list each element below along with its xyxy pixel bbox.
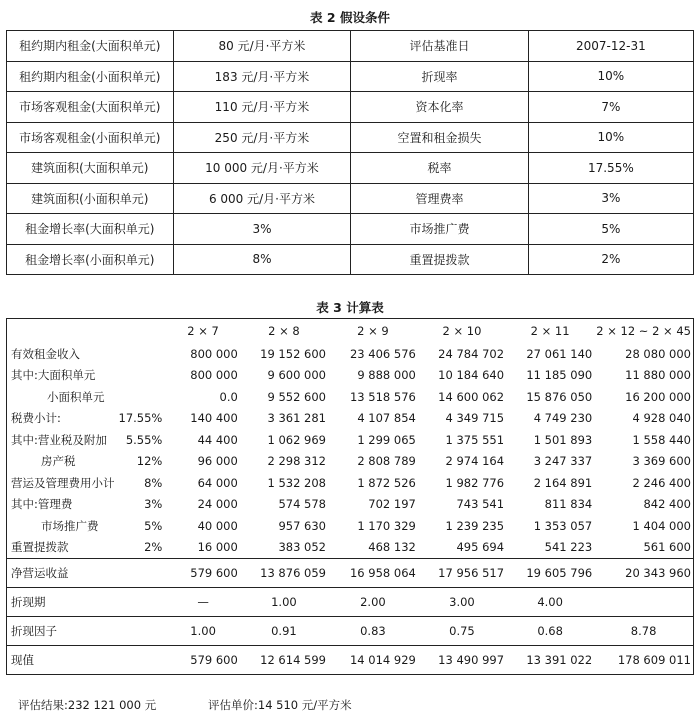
assumption-value: 17.55%: [528, 153, 693, 184]
calc-row-rate: 8%: [144, 475, 163, 490]
assumption-label: 资本化率: [351, 92, 528, 123]
calc-column-header: 2 × 11: [530, 324, 570, 338]
calc-cell: 0.75: [418, 617, 506, 646]
calc-cell: 3 247 337: [533, 454, 593, 469]
calc-row-label: 有效租金收入: [11, 346, 80, 361]
calc-row-label: 税费小计:: [11, 411, 61, 426]
assumption-row: [7, 31, 694, 62]
calc-cell: 20 343 960: [594, 559, 693, 588]
calc-row-rate: [117, 617, 167, 646]
calc-cell: 140 400: [190, 411, 238, 426]
calc-cell: 24 784 702: [438, 346, 505, 361]
calc-row-label: 营运及管理费用小计: [11, 475, 115, 490]
calc-cell: 96 000: [197, 454, 238, 469]
calc-cell: 64 000: [197, 475, 238, 490]
calc-cell: 1.00: [166, 617, 239, 646]
calc-cell: 16 958 064: [328, 559, 418, 588]
calc-cell: 12 614 599: [240, 646, 328, 675]
calc-row-rate: [117, 646, 167, 675]
calc-cell: 0.91: [240, 617, 328, 646]
assumption-label: 评估基准日: [351, 31, 528, 62]
calc-row: [7, 451, 694, 473]
calc-cell: 40 000: [197, 518, 238, 533]
calc-cell: 1 501 893: [533, 432, 593, 447]
calc-cell: 800 000: [190, 346, 238, 361]
calc-cell: 11 185 090: [526, 368, 593, 383]
calc-cell: 44 400: [197, 432, 238, 447]
assumption-label: 市场客观租金(大面积单元): [7, 92, 174, 123]
calculation-table-body: [7, 319, 694, 675]
calc-cell: 23 406 576: [349, 346, 416, 361]
calc-row: [7, 617, 694, 646]
calc-cell: 13 518 576: [349, 389, 416, 404]
calc-cell: 4 107 854: [357, 411, 416, 426]
calc-cell: 4 749 230: [533, 411, 593, 426]
calc-row: [7, 588, 694, 617]
assumption-value: 80 元/月·平方米: [173, 31, 351, 62]
calc-cell: 3 369 600: [632, 454, 691, 469]
calc-cell: 842 400: [643, 497, 691, 512]
calc-row: [7, 559, 694, 588]
assumption-label: 税率: [351, 153, 528, 184]
assumption-value: 110 元/月·平方米: [173, 92, 351, 123]
calc-cell: 1 558 440: [632, 432, 691, 447]
valuation-result: 评估结果:232 121 000 元: [18, 698, 157, 712]
calc-cell: 561 600: [643, 540, 691, 555]
calc-cell: 541 223: [544, 540, 593, 555]
calc-row-label: 其中:大面积单元: [11, 368, 96, 383]
calc-cell: 1.00: [240, 588, 328, 617]
calc-column-header: 2 × 9: [357, 324, 389, 338]
calc-header-blank: [7, 319, 117, 344]
calc-cell: 13 876 059: [240, 559, 328, 588]
calc-cell: 1 404 000: [632, 518, 691, 533]
calc-cell: 1 170 329: [357, 518, 416, 533]
assumption-label: 租约期内租金(小面积单元): [7, 61, 174, 92]
calc-cell: 27 061 140: [526, 346, 593, 361]
assumption-value: 2%: [528, 244, 693, 275]
calc-row-rate: 12%: [136, 454, 163, 469]
calc-row-label: 房产税: [41, 454, 76, 469]
calc-row-label: 其中:营业税及附加: [11, 432, 107, 447]
assumption-label: 折现率: [351, 61, 528, 92]
calc-cell: 1 062 969: [267, 432, 326, 447]
calc-row: [7, 515, 694, 537]
calc-cell: 1 299 065: [357, 432, 416, 447]
calc-cell: 2 974 164: [445, 454, 505, 469]
assumption-row: [7, 122, 694, 153]
calc-cell: 4 349 715: [445, 411, 505, 426]
calc-cell: 2 298 312: [267, 454, 326, 469]
calc-row-label: 净营运收益: [7, 559, 117, 588]
assumption-value: 250 元/月·平方米: [173, 122, 351, 153]
calc-column-header: 2 × 8: [268, 324, 300, 338]
assumption-label: 市场推广费: [351, 214, 528, 245]
calc-row: [7, 408, 694, 430]
calc-row-rate: 5%: [144, 518, 163, 533]
calc-cell: 3.00: [418, 588, 506, 617]
calc-cell: 579 600: [166, 646, 239, 675]
calc-cell: 3 361 281: [267, 411, 326, 426]
calc-cell: 14 600 062: [438, 389, 505, 404]
calc-cell: 9 552 600: [267, 389, 326, 404]
calc-cell: 702 197: [368, 497, 416, 512]
calc-cell: 579 600: [166, 559, 239, 588]
calc-cell: 2 808 789: [357, 454, 416, 469]
calc-cell: 178 609 011: [594, 646, 693, 675]
calc-cell: 17 956 517: [418, 559, 506, 588]
assumption-row: [7, 183, 694, 214]
calc-cell: 16 000: [197, 540, 238, 555]
calc-row-label: 市场推广费: [41, 518, 99, 533]
calc-cell: —: [166, 588, 239, 617]
calc-cell: 10 184 640: [438, 368, 505, 383]
calc-column-header: 2 × 12 ~ 2 × 45: [596, 324, 691, 338]
calc-cell: 16 200 000: [625, 389, 691, 404]
calc-cell: 1 353 057: [533, 518, 593, 533]
calc-column-header: 2 × 7: [187, 324, 219, 338]
calc-cell: 9 888 000: [357, 368, 416, 383]
assumption-value: 7%: [528, 92, 693, 123]
calc-row-label: 其中:管理费: [11, 497, 73, 512]
calc-row-label: 现值: [7, 646, 117, 675]
assumption-label: 管理费率: [351, 183, 528, 214]
assumption-value: 8%: [173, 244, 351, 275]
table3-caption: 表 3 计算表: [316, 300, 384, 315]
calc-cell: [594, 588, 693, 617]
calc-cell: 1 532 208: [267, 475, 326, 490]
assumption-row: [7, 92, 694, 123]
calc-cell: 495 694: [456, 540, 505, 555]
calc-row: [7, 537, 694, 559]
calc-cell: 468 132: [368, 540, 416, 555]
calc-cell: 811 834: [544, 497, 593, 512]
calc-row-rate: 5.55%: [125, 432, 163, 447]
assumption-label: 租金增长率(小面积单元): [7, 244, 174, 275]
calc-cell: 2.00: [328, 588, 418, 617]
calc-row: [7, 343, 694, 365]
calc-cell: 13 490 997: [418, 646, 506, 675]
calc-cell: 1 239 235: [445, 518, 505, 533]
calc-cell: 13 391 022: [506, 646, 594, 675]
assumption-value: 3%: [173, 214, 351, 245]
calc-cell: 0.68: [506, 617, 594, 646]
calc-row: [7, 429, 694, 451]
calc-row: [7, 472, 694, 494]
calc-cell: 11 880 000: [625, 368, 691, 383]
assumption-value: 10%: [528, 122, 693, 153]
assumption-label: 市场客观租金(小面积单元): [7, 122, 174, 153]
calc-cell: 743 541: [456, 497, 505, 512]
calc-cell: 4.00: [506, 588, 594, 617]
calculation-table: [6, 318, 694, 675]
calc-cell: 19 605 796: [506, 559, 594, 588]
assumption-row: [7, 153, 694, 184]
assumption-label: 租金增长率(大面积单元): [7, 214, 174, 245]
table2-caption: 表 2 假设条件: [310, 10, 390, 25]
calc-row-label: 重置提拨款: [11, 540, 69, 555]
calc-cell: 2 164 891: [533, 475, 593, 490]
assumption-label: 重置提拨款: [351, 244, 528, 275]
calc-row: [7, 386, 694, 408]
calc-cell: 28 080 000: [625, 346, 691, 361]
assumption-label: 空置和租金损失: [351, 122, 528, 153]
calc-row: [7, 494, 694, 516]
calc-cell: 0.83: [328, 617, 418, 646]
assumption-value: 3%: [528, 183, 693, 214]
assumption-label: 租约期内租金(大面积单元): [7, 31, 174, 62]
calc-row-label: 小面积单元: [47, 389, 105, 404]
calc-row-rate: [117, 559, 167, 588]
assumption-label: 建筑面积(大面积单元): [7, 153, 174, 184]
calc-row: [7, 646, 694, 675]
calc-cell: 8.78: [594, 617, 693, 646]
valuation-unit-price: 评估单价:14 510 元/平方米: [208, 698, 352, 712]
calc-row: [7, 365, 694, 387]
calc-row-rate: [117, 365, 167, 387]
calc-header-row: [7, 319, 694, 344]
calc-cell: 574 578: [278, 497, 326, 512]
calc-cell: 1 375 551: [445, 432, 505, 447]
calc-row-rate: 17.55%: [118, 411, 163, 426]
calc-cell: 19 152 600: [260, 346, 326, 361]
calc-cell: 4 928 040: [632, 411, 691, 426]
calc-cell: 800 000: [190, 368, 238, 383]
calc-row-rate: [117, 386, 167, 408]
calc-cell: 0.0: [219, 389, 238, 404]
calc-row-label: 折现因子: [7, 617, 117, 646]
assumption-value: 5%: [528, 214, 693, 245]
assumption-value: 2007-12-31: [528, 31, 693, 62]
assumption-row: [7, 61, 694, 92]
calc-column-header: 2 × 10: [442, 324, 482, 338]
assumption-value: 6 000 元/月·平方米: [173, 183, 351, 214]
calc-cell: 383 052: [278, 540, 326, 555]
assumption-row: [7, 244, 694, 275]
calc-row-label: 折现期: [7, 588, 117, 617]
assumptions-table-body: [7, 31, 694, 275]
calc-row-rate: 3%: [144, 497, 163, 512]
calc-cell: 15 876 050: [526, 389, 593, 404]
calc-row-rate: [117, 588, 167, 617]
calc-cell: 1 872 526: [357, 475, 416, 490]
assumption-label: 建筑面积(小面积单元): [7, 183, 174, 214]
assumption-value: 10 000 元/月·平方米: [173, 153, 351, 184]
calc-row-rate: [117, 343, 167, 365]
assumptions-table: [6, 30, 694, 275]
calc-cell: 24 000: [197, 497, 238, 512]
calc-cell: 1 982 776: [445, 475, 505, 490]
assumption-value: 183 元/月·平方米: [173, 61, 351, 92]
assumption-value: 10%: [528, 61, 693, 92]
calc-cell: 957 630: [278, 518, 326, 533]
calc-cell: 14 014 929: [328, 646, 418, 675]
calc-row-rate: 2%: [144, 540, 163, 555]
calc-header-blank: [117, 319, 167, 344]
calc-cell: 9 600 000: [267, 368, 326, 383]
assumption-row: [7, 214, 694, 245]
calc-cell: 2 246 400: [632, 475, 691, 490]
